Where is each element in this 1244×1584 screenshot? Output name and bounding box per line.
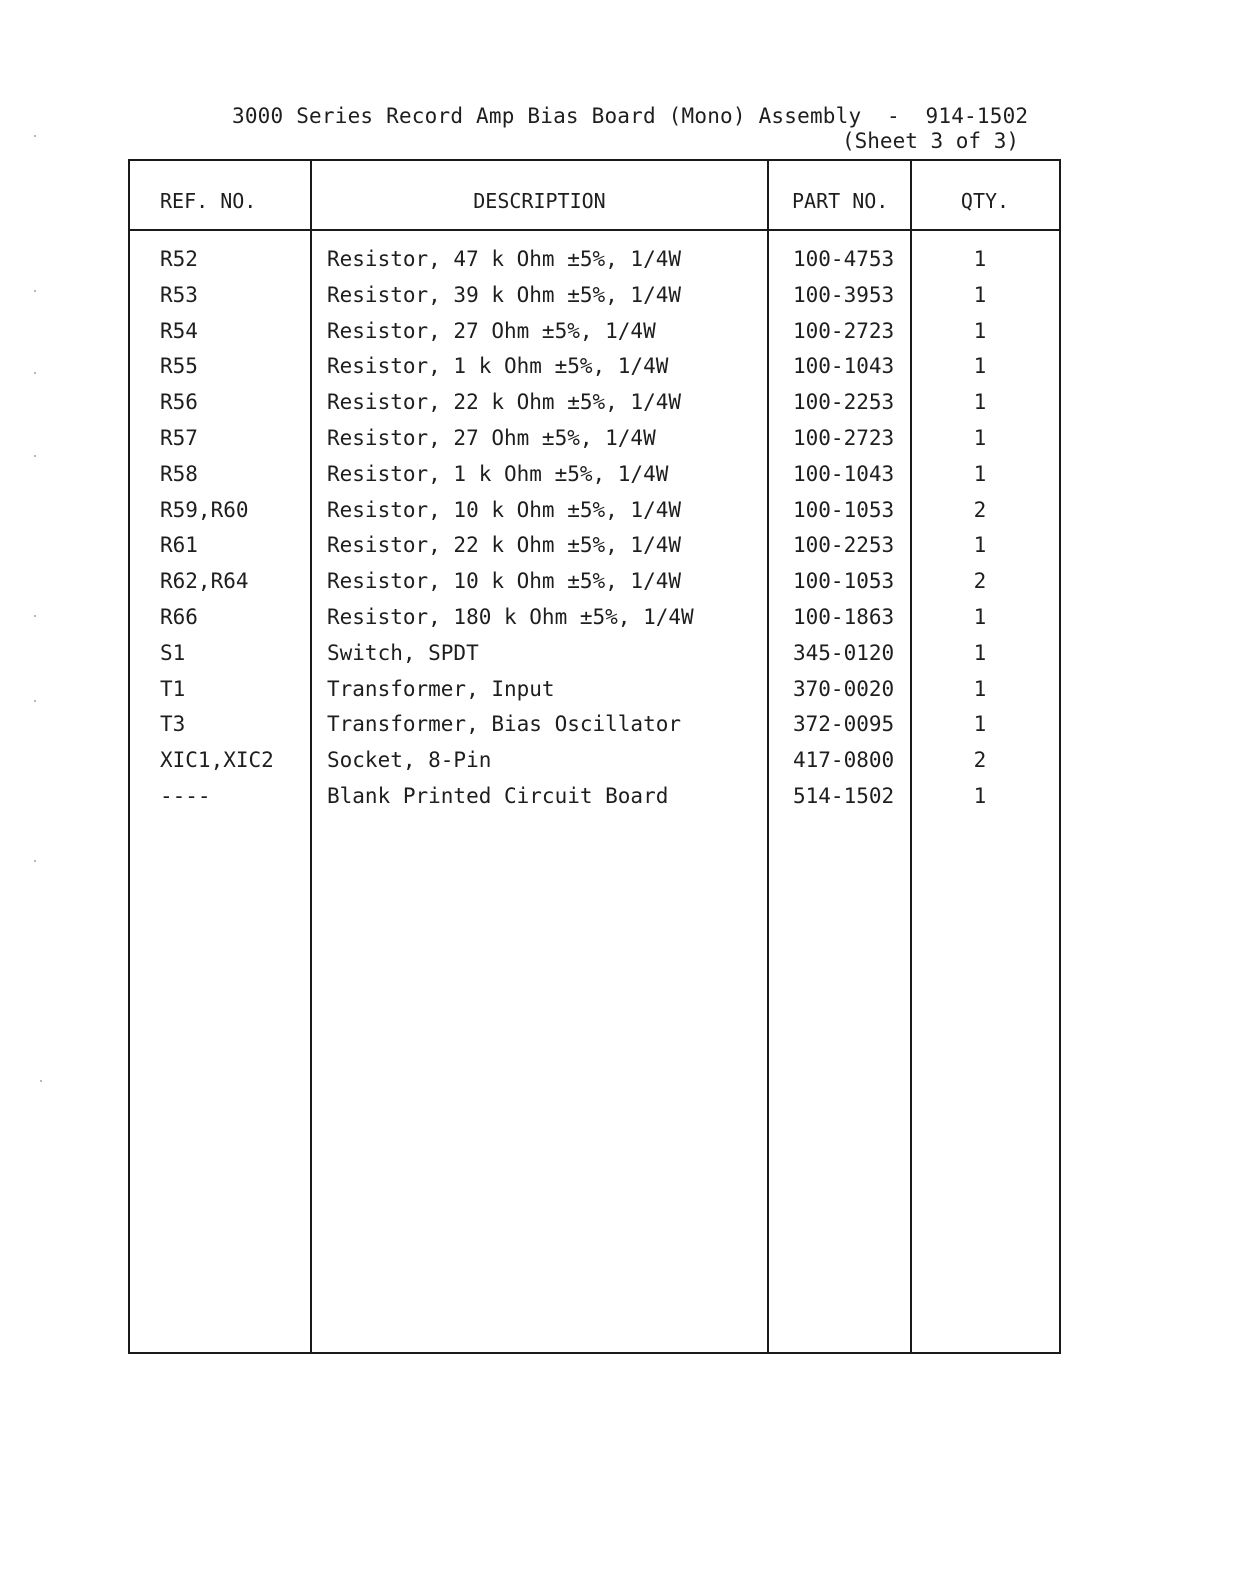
table-row	[130, 390, 1059, 426]
ref-cell: R62,R64	[160, 569, 249, 594]
table-row	[130, 462, 1059, 498]
description-cell: Transformer, Bias Oscillator	[327, 712, 682, 737]
table-body	[130, 247, 1059, 820]
part-number-cell: 100-1053	[793, 497, 895, 522]
description-cell: Resistor, 47 k Ohm ±5%, 1/4W	[327, 247, 682, 271]
qty-cell: 1	[973, 425, 987, 450]
table-row	[130, 784, 1059, 820]
ref-cell: R58	[160, 461, 198, 486]
ref-cell: R66	[160, 604, 198, 629]
table-row	[130, 605, 1059, 641]
description-cell: Resistor, 10 k Ohm ±5%, 1/4W	[327, 569, 682, 594]
table-row	[130, 748, 1059, 784]
description-cell: Transformer, Input	[327, 676, 555, 701]
table-row	[130, 533, 1059, 569]
qty-cell: 1	[973, 676, 987, 701]
scan-speck	[34, 615, 36, 617]
table-row	[130, 319, 1059, 355]
header-ref-no: REF. NO.	[160, 189, 257, 213]
qty-cell: 2	[973, 748, 987, 773]
part-number-cell: 100-2253	[793, 533, 895, 558]
part-number-cell: 417-0800	[793, 748, 895, 773]
table-row	[130, 641, 1059, 677]
part-number-cell: 100-4753	[793, 247, 895, 271]
description-cell: Resistor, 180 k Ohm ±5%, 1/4W	[327, 604, 694, 629]
description-cell: Switch, SPDT	[327, 640, 479, 665]
ref-cell: R61	[160, 533, 198, 558]
qty-cell: 1	[973, 533, 987, 558]
part-number-cell: 345-0120	[793, 640, 895, 665]
qty-cell: 1	[973, 282, 987, 307]
ref-cell: R56	[160, 390, 198, 415]
header-description: DESCRIPTION	[473, 189, 606, 213]
qty-cell: 2	[973, 497, 987, 522]
description-cell: Resistor, 22 k Ohm ±5%, 1/4W	[327, 390, 682, 415]
ref-cell: XIC1,XIC2	[160, 748, 274, 773]
ref-cell: R55	[160, 354, 198, 379]
scan-speck	[34, 700, 36, 702]
description-cell: Socket, 8-Pin	[327, 748, 492, 773]
header-qty: QTY.	[960, 189, 1010, 213]
table-row	[130, 677, 1059, 713]
scan-speck	[34, 860, 36, 862]
part-number-cell: 514-1502	[793, 783, 895, 808]
scan-speck	[34, 455, 36, 457]
ref-cell: S1	[160, 640, 186, 665]
table-row	[130, 569, 1059, 605]
part-number-cell: 372-0095	[793, 712, 895, 737]
ref-cell: ----	[160, 783, 211, 808]
scan-speck	[34, 372, 36, 374]
header-divider	[130, 229, 1059, 231]
header-part-no: PART NO.	[792, 189, 889, 213]
qty-cell: 1	[973, 712, 987, 737]
table-row	[130, 354, 1059, 390]
qty-cell: 1	[973, 640, 987, 665]
table-row	[130, 283, 1059, 319]
qty-cell: 1	[973, 390, 987, 415]
ref-cell: R57	[160, 425, 198, 450]
ref-cell: R52	[160, 247, 198, 271]
description-cell: Resistor, 27 Ohm ±5%, 1/4W	[327, 425, 656, 450]
part-number-cell: 100-1863	[793, 604, 895, 629]
part-number-cell: 100-1053	[793, 569, 895, 594]
sheet-indicator: (Sheet 3 of 3)	[842, 129, 1020, 153]
ref-cell: R53	[160, 282, 198, 307]
qty-cell: 1	[973, 247, 987, 271]
ref-cell: T3	[160, 712, 186, 737]
description-cell: Resistor, 22 k Ohm ±5%, 1/4W	[327, 533, 682, 558]
description-cell: Resistor, 39 k Ohm ±5%, 1/4W	[327, 282, 682, 307]
ref-cell: R59,R60	[160, 497, 249, 522]
part-number-cell: 100-3953	[793, 282, 895, 307]
description-cell: Resistor, 27 Ohm ±5%, 1/4W	[327, 318, 656, 343]
table-row	[130, 498, 1059, 534]
part-number-cell: 100-1043	[793, 461, 895, 486]
scan-speck	[40, 1080, 42, 1082]
qty-cell: 1	[973, 783, 987, 808]
table-row	[130, 247, 1059, 283]
ref-cell: R54	[160, 318, 198, 343]
qty-cell: 1	[973, 461, 987, 486]
qty-cell: 1	[973, 318, 987, 343]
description-cell: Blank Printed Circuit Board	[327, 783, 669, 808]
qty-cell: 2	[973, 569, 987, 594]
part-number-cell: 370-0020	[793, 676, 895, 701]
qty-cell: 1	[973, 604, 987, 629]
parts-list-table	[128, 159, 1061, 1354]
ref-cell: T1	[160, 676, 186, 701]
description-cell: Resistor, 10 k Ohm ±5%, 1/4W	[327, 497, 682, 522]
scan-speck	[34, 135, 36, 137]
scan-speck	[34, 290, 36, 292]
description-cell: Resistor, 1 k Ohm ±5%, 1/4W	[327, 354, 669, 379]
description-cell: Resistor, 1 k Ohm ±5%, 1/4W	[327, 461, 669, 486]
table-row	[130, 426, 1059, 462]
part-number-cell: 100-2723	[793, 318, 895, 343]
qty-cell: 1	[973, 354, 987, 379]
part-number-cell: 100-1043	[793, 354, 895, 379]
part-number-cell: 100-2253	[793, 390, 895, 415]
table-row	[130, 712, 1059, 748]
part-number-cell: 100-2723	[793, 425, 895, 450]
document-title: 3000 Series Record Amp Bias Board (Mono) Assembly - 914-1502	[232, 104, 1029, 128]
